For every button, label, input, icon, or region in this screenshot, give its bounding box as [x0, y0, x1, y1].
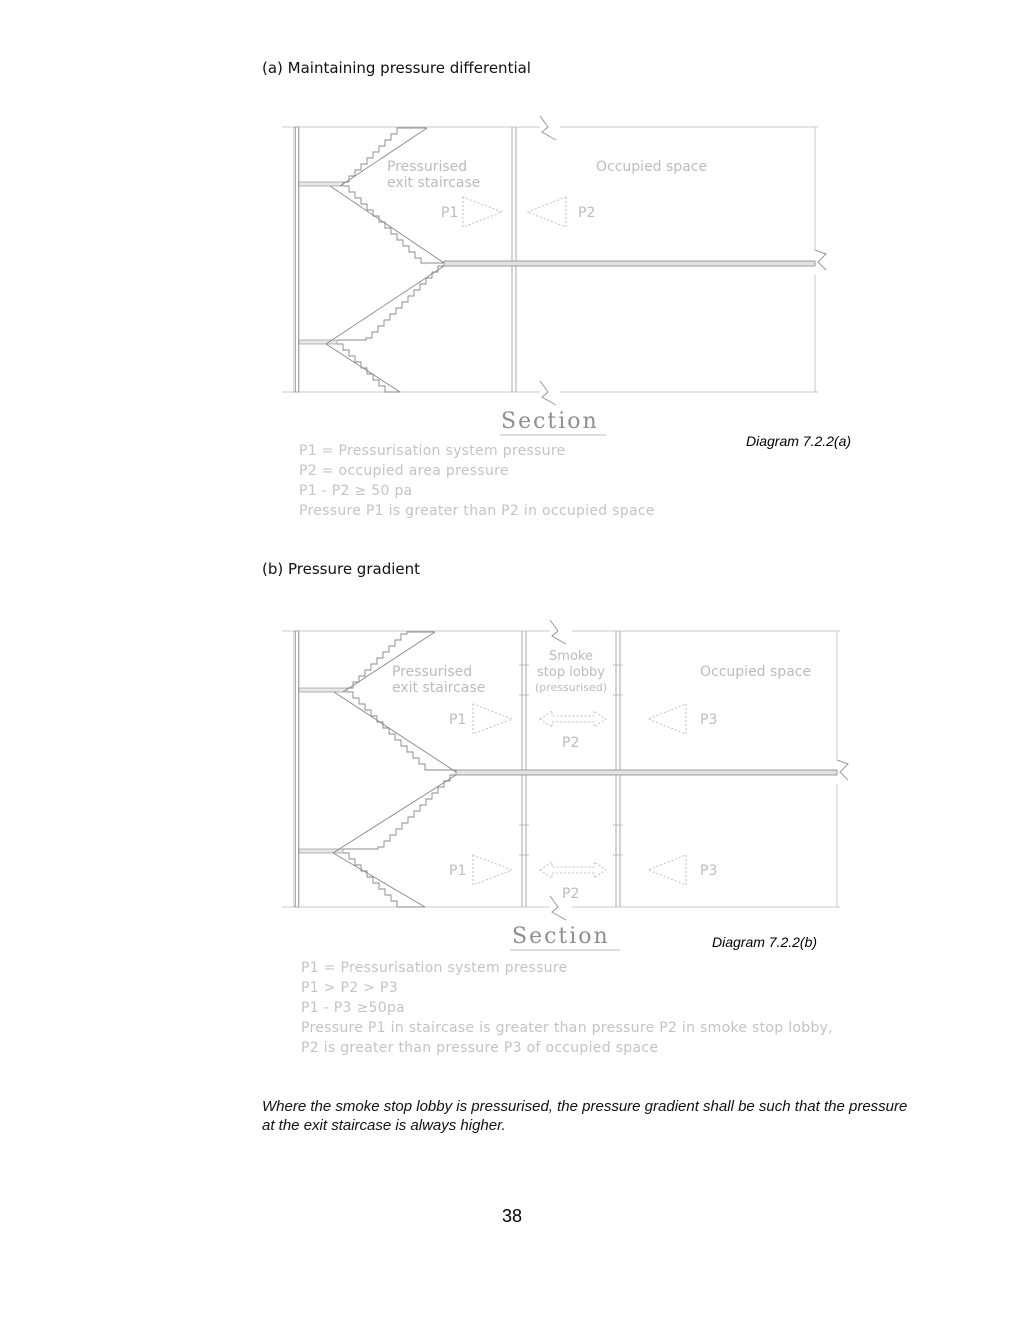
legend-a-line: P2 = occupied area pressure	[299, 463, 509, 479]
label-p1-b-upper: P1	[449, 712, 467, 728]
label-p3-b-lower: P3	[700, 863, 718, 879]
floor-slab-a	[444, 261, 815, 266]
label-p1-b-lower: P1	[449, 863, 467, 879]
legend-a	[299, 441, 655, 521]
note-paragraph: Where the smoke stop lobby is pressurised, the pressure gradient shall be such that the pressure at the exit staircase is always higher.	[262, 1098, 908, 1134]
label-lobby-1: Smoke	[549, 649, 593, 664]
legend-a-line: Pressure P1 is greater than P2 in occupied space	[299, 503, 655, 519]
label-p3-b-upper: P3	[700, 712, 718, 728]
arrow-p1-b-lower	[473, 855, 512, 885]
arrow-p3-b-upper	[648, 704, 686, 734]
label-occupied-b: Occupied space	[700, 664, 812, 680]
arrow-p1-b-upper	[473, 704, 512, 734]
label-p2-b-upper: P2	[562, 735, 580, 751]
arrow-p2-b-upper	[540, 711, 606, 727]
legend-b-line: Pressure P1 in staircase is greater than pressure P2 in smoke stop lobby,	[301, 1020, 833, 1036]
arrow-p3-b-lower	[648, 855, 686, 885]
diagram-a	[282, 116, 826, 435]
caption-b: (b) Pressure gradient	[262, 560, 420, 578]
label-p2-a: P2	[578, 205, 596, 221]
legend-a-line: P1 = Pressurisation system pressure	[299, 443, 566, 459]
section-title-b: Section	[512, 924, 610, 949]
diagram-label-b: Diagram 7.2.2(b)	[712, 934, 818, 950]
diagram-b	[282, 620, 848, 950]
label-p1-a: P1	[441, 205, 459, 221]
diagram-label-a: Diagram 7.2.2(a)	[746, 433, 852, 449]
label-staircase-a-1: Pressurised	[387, 159, 468, 175]
legend-b-line: P1 - P3 ≥50pa	[301, 1000, 406, 1016]
floor-slab-b	[456, 770, 837, 775]
label-lobby-2: stop lobby	[537, 665, 605, 680]
wall-left-b	[294, 631, 299, 907]
label-staircase-b-2: exit staircase	[392, 680, 486, 696]
label-p2-b-lower: P2	[562, 886, 580, 902]
label-lobby-3: (pressurised)	[534, 681, 608, 694]
label-staircase-a-2: exit staircase	[387, 175, 481, 191]
page-number: 38	[501, 1206, 523, 1226]
arrow-p1-a	[463, 197, 502, 227]
section-title-a: Section	[501, 409, 599, 434]
wall-left-a	[294, 127, 299, 392]
legend-b-line: P2 is greater than pressure P3 of occupied space	[301, 1040, 659, 1056]
arrow-p2-b-lower	[540, 862, 606, 878]
legend-b-line: P1 = Pressurisation system pressure	[301, 960, 568, 976]
legend-b	[301, 958, 833, 1058]
legend-b-line: P1 > P2 > P3	[301, 980, 398, 996]
legend-a-line: P1 - P2 ≥ 50 pa	[299, 483, 413, 499]
label-occupied-a: Occupied space	[596, 159, 708, 175]
label-staircase-b-1: Pressurised	[392, 664, 473, 680]
caption-a: (a) Maintaining pressure differential	[262, 59, 531, 77]
arrow-p2-a	[527, 197, 566, 227]
